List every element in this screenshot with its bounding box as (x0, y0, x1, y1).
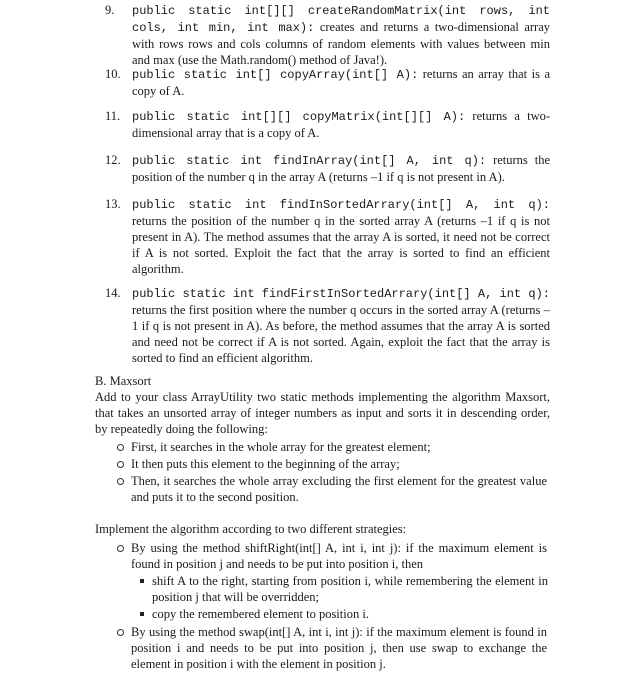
square-bullet-icon (140, 612, 144, 616)
square-bullet-icon (140, 579, 144, 583)
circle-bullet-icon (117, 545, 124, 552)
method-item-9 (105, 2, 550, 68)
method-description: returns the first position where the number q occurs in the sorted array A (returns –1 if q is not present in A). As before, the method assumes that the array A is sorted and need not be correct if A is not sorted. Again, exploit the fact that the array is sorted to find an efficient algorithm. (132, 303, 550, 365)
method-signature: public static int[][] copyMatrix(int[][] A): (132, 110, 466, 124)
sub-step-text: shift A to the right, starting from position i, while remembering the element in position j that will be overridden; (152, 574, 548, 604)
sub-step-item (140, 606, 548, 622)
item-number: 10. (105, 67, 121, 81)
method-description: returns the position of the number q in the sorted array A (returns –1 if q is not present in A). The method assumes that the array A is sorted, it need not be correct if A is not sorted. Exploit the fact that the array is sorted to find an efficient algorithm. (132, 214, 550, 276)
method-item-13 (105, 196, 550, 277)
section-heading: B. Maxsort (95, 374, 152, 388)
method-description: returns an array that is a copy of A. (132, 67, 550, 98)
method-signature: public static int findInSortedArrary(int[] A, int q): (132, 198, 550, 212)
method-signature: public static int findFirstInSortedArrary(int[] A, int q): (132, 287, 550, 301)
method-signature: public static int findInArray(int[] A, int q): (132, 154, 487, 168)
circle-bullet-icon (117, 444, 124, 451)
sub-step-text: copy the remembered element to position i. (152, 607, 369, 621)
item-number: 9. (105, 3, 115, 17)
circle-bullet-icon (117, 461, 124, 468)
sub-step-item (140, 573, 548, 605)
step-item (117, 473, 547, 505)
implementation-intro: Implement the algorithm according to two different strategies: (95, 522, 407, 536)
method-signature: public static int[][] createRandomMatrix(int rows, int cols, int min, int max): (132, 4, 550, 35)
step-item (117, 456, 547, 472)
method-item-12 (105, 152, 550, 185)
method-description: returns a two-dimensional array that is a copy of A. (132, 109, 551, 140)
item-number: 12. (105, 153, 121, 167)
step-text: First, it searches in the whole array for the greatest element; (131, 440, 431, 454)
method-signature: public static int[] copyArray(int[] A): (132, 68, 419, 82)
method-description: returns the position of the number q in the array A (returns –1 if q is not present in A). (132, 153, 550, 184)
method-description: creates and returns a two-dimensional array with rows rows and cols columns of random elements with values between min and max (use the Math.random() method of Java!). (132, 20, 551, 67)
step-text: It then puts this element to the beginning of the array; (131, 457, 400, 471)
circle-bullet-icon (117, 478, 124, 485)
step-item (117, 439, 547, 455)
section-intro: Add to your class ArrayUtility two static methods implementing the algorithm Maxsort, that takes an unsorted array of integer numbers as input and sorts it in descending order, by repeatedly doing the following: (95, 390, 550, 436)
method-item-10 (105, 66, 550, 99)
strategy-text: By using the method swap(int[] A, int i, int j): if the maximum element is found in position i and needs to be put into position j, then use swap to exchange the element in position i with the element in position j. (131, 625, 547, 671)
method-item-14 (105, 285, 550, 366)
strategy-text: By using the method shiftRight(int[] A, int i, int j): if the maximum element is found in position j and needs to be put into position i, then (131, 541, 547, 571)
method-item-11 (105, 108, 550, 141)
step-text: Then, it searches the whole array excluding the first element for the greatest value and puts it to the second position. (131, 474, 547, 504)
strategy-item (117, 624, 547, 672)
item-number: 11. (105, 109, 121, 123)
circle-bullet-icon (117, 629, 124, 636)
item-number: 13. (105, 197, 121, 211)
strategy-item (117, 540, 547, 572)
item-number: 14. (105, 286, 121, 300)
